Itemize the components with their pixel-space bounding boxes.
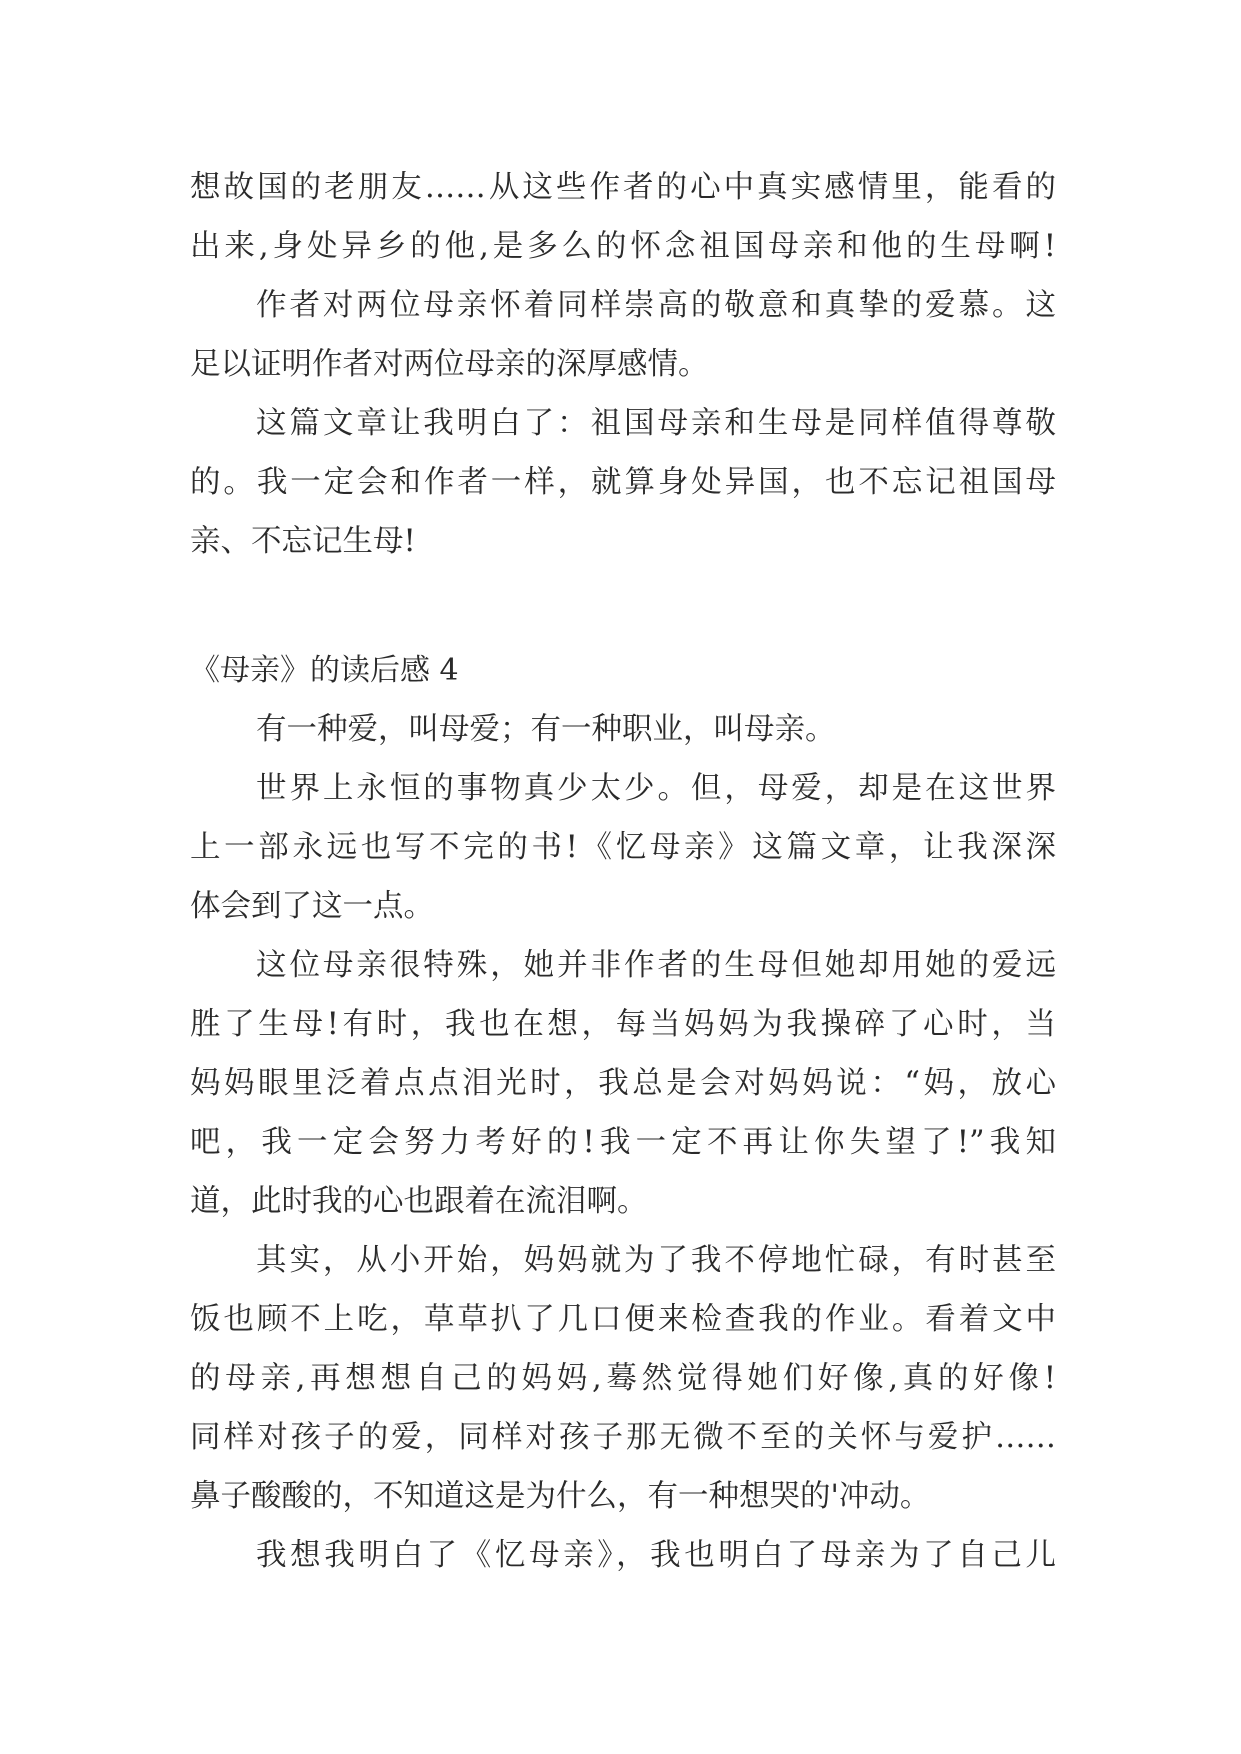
text-line: 吧，我一定会努力考好的!我一定不再让你失望了!”我知 — [190, 1125, 1056, 1160]
text-line: 出来,身处异乡的他,是多么的怀念祖国母亲和他的生母啊! — [190, 229, 1056, 264]
section-heading: 《母亲》的读后感 4 — [190, 653, 459, 688]
section-spacer — [190, 571, 1056, 641]
text-line: 饭也顾不上吃，草草扒了几口便来检查我的作业。看着文中 — [190, 1302, 1056, 1337]
text-line: 世界上永恒的事物真少太少。但，母爱，却是在这世界 — [256, 771, 1056, 806]
paragraph — [190, 1231, 1056, 1526]
text-line: 上一部永远也写不完的书!《忆母亲》这篇文章，让我深深 — [190, 830, 1056, 865]
paragraph — [190, 394, 1056, 571]
text-line: 的。我一定会和作者一样，就算身处异国，也不忘记祖国母 — [190, 465, 1056, 500]
text-line: 鼻子酸酸的，不知道这是为什么，有一种想哭的'冲动。 — [190, 1479, 931, 1514]
text-line: 道，此时我的心也跟着在流泪啊。 — [190, 1184, 648, 1219]
text-line: 亲、不忘记生母! — [190, 524, 416, 559]
document-body — [190, 158, 1056, 1585]
text-line: 胜了生母!有时，我也在想，每当妈妈为我操碎了心时，当 — [190, 1007, 1056, 1042]
text-line: 其实，从小开始，妈妈就为了我不停地忙碌，有时甚至 — [256, 1243, 1056, 1278]
text-line: 有一种爱，叫母爱；有一种职业，叫母亲。 — [256, 712, 836, 747]
paragraph — [190, 276, 1056, 394]
text-line: 想故国的老朋友……从这些作者的心中真实感情里，能看的 — [190, 170, 1056, 205]
text-line: 这位母亲很特殊，她并非作者的生母但她却用她的爱远 — [256, 948, 1056, 983]
paragraph — [190, 158, 1056, 276]
paragraph — [190, 1526, 1056, 1585]
text-line: 足以证明作者对两位母亲的深厚感情。 — [190, 347, 709, 382]
text-line: 妈妈眼里泛着点点泪光时，我总是会对妈妈说：“妈，放心 — [190, 1066, 1056, 1101]
text-line: 的母亲,再想想自己的妈妈,蓦然觉得她们好像,真的好像! — [190, 1361, 1056, 1396]
paragraph — [190, 759, 1056, 936]
paragraph — [190, 700, 1056, 759]
text-line: 作者对两位母亲怀着同样崇高的敬意和真挚的爱慕。这 — [256, 288, 1056, 323]
text-line: 我想我明白了《忆母亲》，我也明白了母亲为了自己儿 — [256, 1538, 1056, 1573]
text-line: 体会到了这一点。 — [190, 889, 434, 924]
text-line: 同样对孩子的爱，同样对孩子那无微不至的关怀与爱护…… — [190, 1420, 1056, 1455]
paragraph — [190, 936, 1056, 1231]
text-line: 这篇文章让我明白了：祖国母亲和生母是同样值得尊敬 — [256, 406, 1056, 441]
